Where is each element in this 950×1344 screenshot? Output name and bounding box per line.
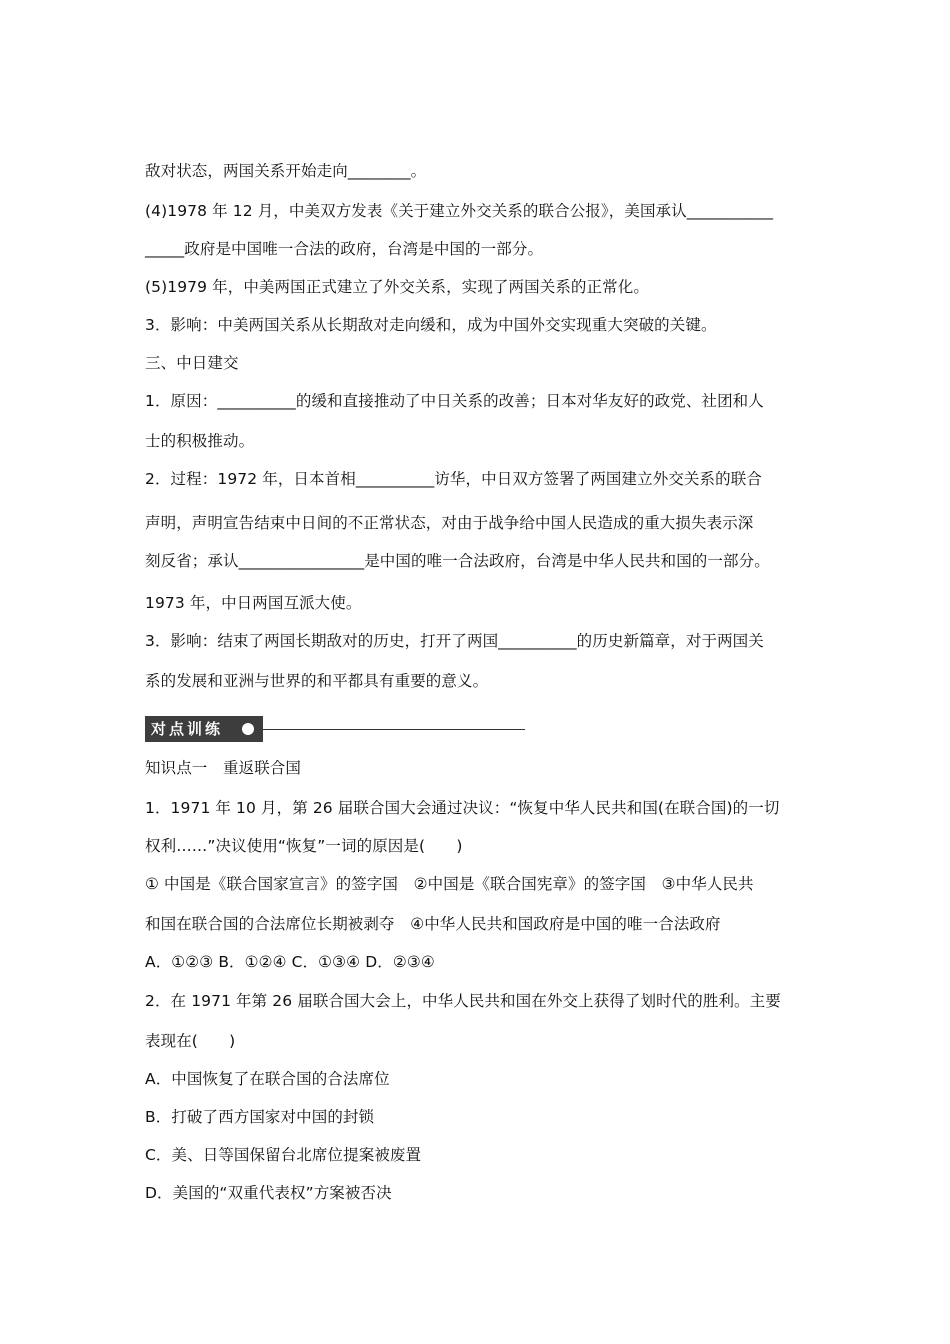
bullet-dot-icon — [242, 723, 254, 735]
text-line: 系的发展和亚洲与世界的和平都具有重要的意义。 — [145, 672, 489, 690]
practice-section-header — [145, 716, 525, 742]
text-line: _____政府是中国唯一合法的政府，台湾是中国的一部分。 — [145, 240, 544, 258]
question-1-statement: ① 中国是《联合国家宣言》的签字国 ②中国是《联合国宪章》的签字国 ③中华人民共 — [145, 875, 754, 893]
text-line: 2．过程：1972 年，日本首相__________访华，中日双方签署了两国建立外交关系的联合 — [145, 470, 762, 488]
question-1-statement: 和国在联合国的合法席位长期被剥夺 ④中华人民共和国政府是中国的唯一合法政府 — [145, 915, 721, 933]
question-1-stem: 1．1971 年 10 月，第 26 届联合国大会通过决议：“恢复中华人民共和国(在联合国)的一切 — [145, 799, 780, 817]
text-line: 刻反省；承认________________是中国的唯一合法政府，台湾是中华人民共和国的一部分。 — [145, 552, 770, 570]
text-line: 声明，声明宣告结束中日间的不正常状态，对由于战争给中国人民造成的重大损失表示深 — [145, 514, 754, 532]
text-line: 士的积极推动。 — [145, 432, 255, 450]
section-heading: 三、中日建交 — [145, 354, 239, 372]
question-2-stem: 2．在 1971 年第 26 届联合国大会上，中华人民共和国在外交上获得了划时代的胜利。主要 — [145, 992, 781, 1010]
text-line: (4)1978 年 12 月，中美双方发表《关于建立外交关系的联合公报》，美国承认___________ — [145, 202, 774, 220]
question-1-stem: 权利……”决议使用“恢复”一词的原因是( ) — [145, 837, 463, 855]
question-2-option-d: D．美国的“双重代表权”方案被否决 — [145, 1184, 392, 1202]
question-1-options: A．①②③ B．①②④ C．①③④ D．②③④ — [145, 953, 435, 971]
header-rule — [263, 729, 525, 730]
question-2-stem: 表现在( ) — [145, 1032, 236, 1050]
text-line: (5)1979 年，中美两国正式建立了外交关系，实现了两国关系的正常化。 — [145, 278, 649, 296]
text-line: 3．影响：结束了两国长期敌对的历史，打开了两国__________的历史新篇章，对于两国关 — [145, 632, 764, 650]
text-line: 1973 年，中日两国互派大使。 — [145, 594, 362, 612]
question-2-option-b: B．打破了西方国家对中国的封锁 — [145, 1108, 375, 1126]
knowledge-point-title: 知识点一 重返联合国 — [145, 759, 302, 777]
text-line: 3．影响：中美两国关系从长期敌对走向缓和，成为中国外交实现重大突破的关键。 — [145, 316, 717, 334]
question-2-option-a: A．中国恢复了在联合国的合法席位 — [145, 1070, 390, 1088]
text-line: 1．原因：__________的缓和直接推动了中日关系的改善；日本对华友好的政党、社团和人 — [145, 392, 764, 410]
header-tag-label: 对点训练 — [145, 716, 263, 742]
text-line: 敌对状态，两国关系开始走向________。 — [145, 162, 427, 180]
question-2-option-c: C．美、日等国保留台北席位提案被废置 — [145, 1146, 422, 1164]
